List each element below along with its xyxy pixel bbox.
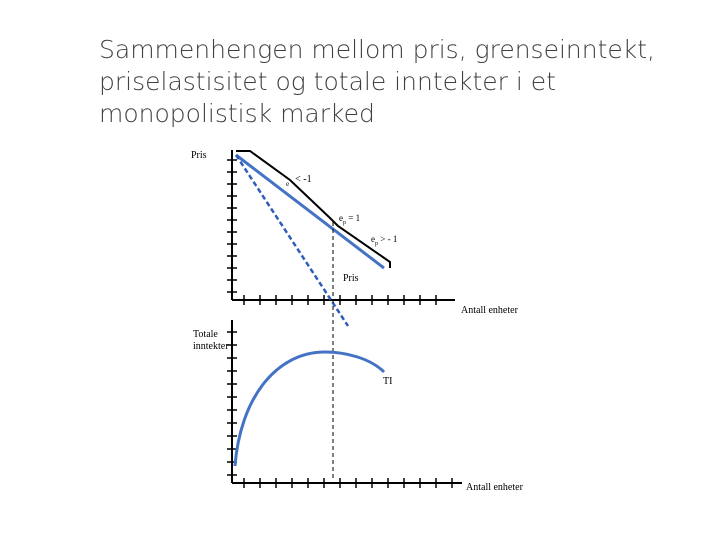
elasticity-label-3-sub: p (375, 241, 378, 247)
total-revenue-curve (235, 352, 384, 466)
elasticity-label-2-sub: p (343, 220, 346, 226)
bottom-x-axis-label: Antall enheter (466, 482, 523, 493)
elasticity-label-1-prefix: e (286, 180, 290, 188)
elasticity-label-1-text: < -1 (295, 174, 312, 185)
bottom-y-axis-label-line2: inntekter (193, 341, 229, 352)
elasticity-path (236, 151, 390, 268)
elasticity-label-2-rest: = 1 (346, 213, 361, 223)
top-y-axis-label: Pris (191, 150, 207, 161)
total-revenue-label: TI (383, 376, 393, 387)
title-line-1: Sammenhengen mellom pris, grenseinntekt, (99, 35, 656, 64)
bottom-chart (193, 320, 524, 493)
elasticity-label-3 (371, 234, 397, 247)
elasticity-label-2-base: e (339, 213, 343, 223)
elasticity-label-3-rest: > - 1 (378, 234, 398, 244)
top-x-axis-label: Antall enheter (461, 305, 518, 316)
title-line-2: priselastisitet og totale inntekter i et (99, 67, 556, 96)
title-line-3: monopolistisk marked (99, 99, 375, 128)
elasticity-label-2 (339, 213, 360, 226)
elasticity-label-3-base: e (371, 234, 375, 244)
demand-curve-label: Pris (343, 273, 359, 284)
bottom-y-axis-label-line1: Totale (193, 329, 218, 340)
demand-curve (236, 155, 384, 268)
